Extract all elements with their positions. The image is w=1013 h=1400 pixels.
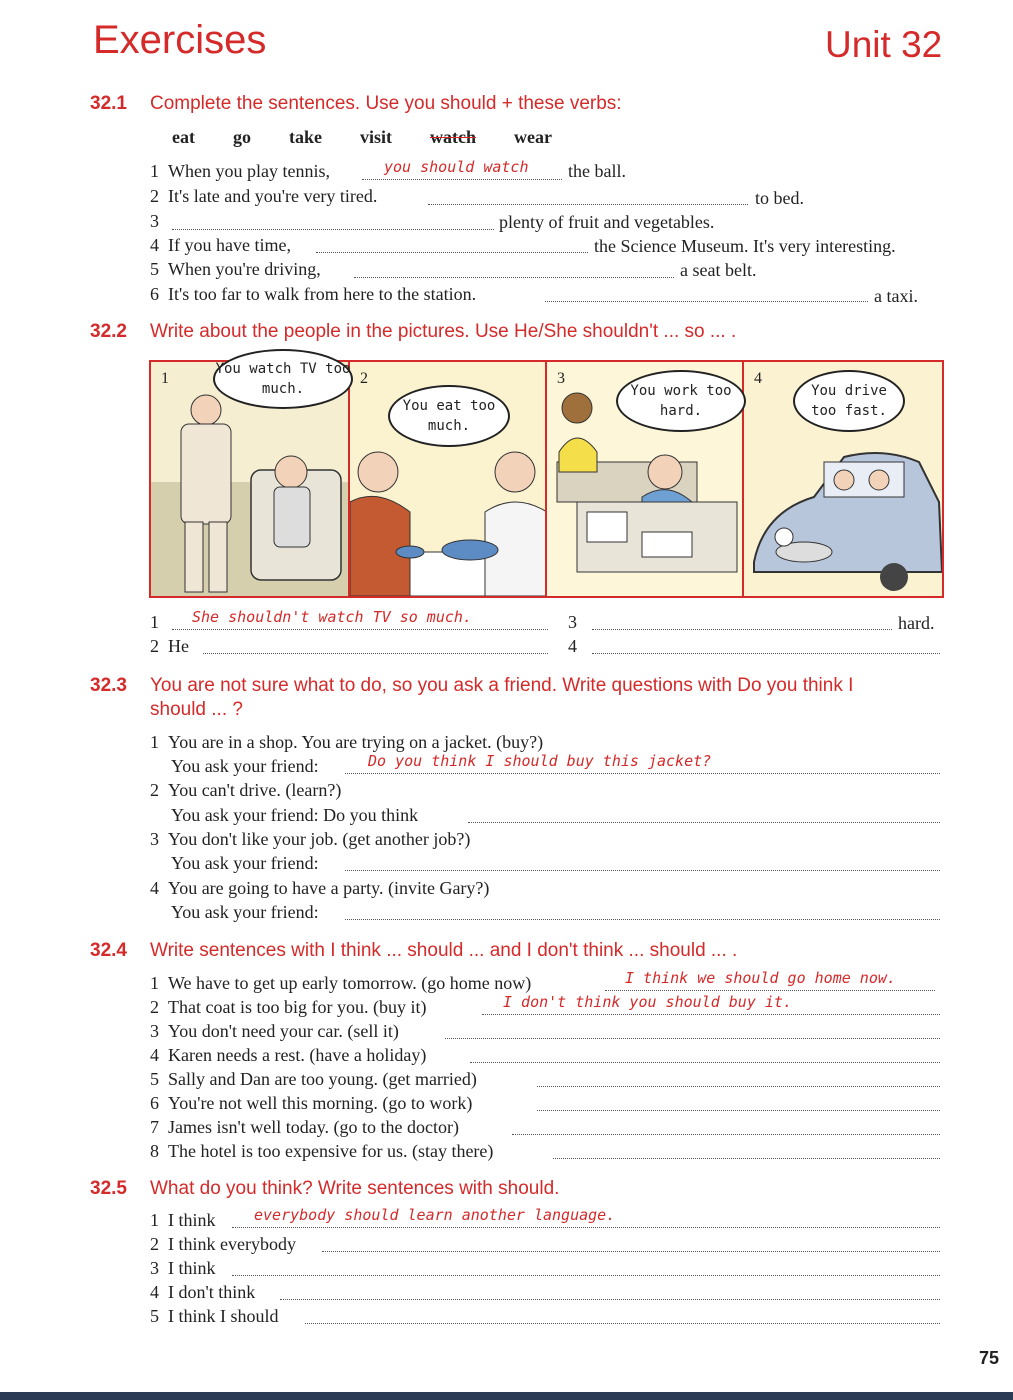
ex1-item-6-end: a taxi.	[874, 286, 918, 306]
answer-line[interactable]	[203, 653, 548, 654]
verb: visit	[359, 127, 392, 147]
answer-line[interactable]	[345, 870, 940, 871]
ex5-item-3: 3 I think	[150, 1258, 216, 1278]
answer-line[interactable]	[512, 1134, 940, 1135]
ex1-item-1: 1 When you play tennis,	[150, 161, 330, 181]
answer-line[interactable]	[232, 1227, 940, 1228]
answer-text: you should watch	[384, 158, 529, 176]
ex4-item-7: 7 James isn't well today. (go to the doctor)	[150, 1117, 460, 1137]
speech-bubble-4: You drive too fast.	[793, 370, 905, 432]
panel-number: 2	[360, 370, 368, 387]
ex2-item-3-end: hard.	[898, 613, 935, 633]
ex3-item-4-ask: You ask your friend:	[171, 902, 319, 922]
answer-line[interactable]	[592, 653, 940, 654]
ex3-item-2: 2 You can't drive. (learn?)	[150, 780, 342, 800]
verb: take	[288, 127, 322, 147]
ex3-item-2-ask: You ask your friend: Do you think	[171, 805, 419, 825]
exercise-3-instruction-cont: should ... ?	[150, 699, 243, 720]
ex4-item-5: 5 Sally and Dan are too young. (get married)	[150, 1069, 477, 1089]
answer-line[interactable]	[482, 1014, 940, 1015]
ex1-item-3-end: plenty of fruit and vegetables.	[499, 212, 715, 232]
answer-text: Do you think I should buy this jacket?	[368, 752, 712, 770]
answer-line[interactable]	[445, 1038, 940, 1039]
verb: wear	[514, 127, 552, 147]
exercise-4-instruction: Write sentences with I think ... should ... and I don't think ... should ... .	[150, 940, 738, 961]
verb-list	[172, 127, 586, 148]
answer-line[interactable]	[470, 1062, 940, 1063]
answer-line[interactable]	[345, 773, 940, 774]
speech-bubble-3: You work too hard.	[616, 370, 746, 432]
answer-line[interactable]	[362, 179, 562, 180]
ex1-item-1-end: the ball.	[568, 161, 626, 181]
answer-line[interactable]	[605, 990, 935, 991]
verb: go	[232, 127, 251, 147]
answer-line[interactable]	[468, 822, 940, 823]
panel-number: 1	[161, 370, 169, 387]
answer-line[interactable]	[592, 629, 892, 630]
ex1-item-5: 5 When you're driving,	[150, 259, 321, 279]
ex1-item-4: 4 If you have time,	[150, 235, 291, 255]
answer-line[interactable]	[537, 1086, 940, 1087]
panel-number: 3	[557, 370, 565, 387]
ex1-item-4-end: the Science Museum. It's very interesting.	[594, 236, 896, 256]
panel-number: 4	[754, 370, 762, 387]
exercise-3-instruction: You are not sure what to do, so you ask a friend. Write questions with Do you think I	[150, 675, 854, 696]
exercise-5-number: 32.5	[90, 1178, 127, 1199]
ex1-item-2-end: to bed.	[755, 188, 804, 208]
exercise-2-number: 32.2	[90, 321, 127, 342]
answer-text: everybody should learn another language.	[254, 1206, 616, 1224]
ex3-item-3: 3 You don't like your job. (get another job?)	[150, 829, 471, 849]
ex4-item-6: 6 You're not well this morning. (go to work)	[150, 1093, 473, 1113]
ex1-item-2: 2 It's late and you're very tired.	[150, 186, 378, 206]
ex2-item-2: 2 He	[150, 636, 189, 656]
exercise-1-instruction: Complete the sentences. Use you should + these verbs:	[150, 93, 622, 114]
ex4-item-3: 3 You don't need your car. (sell it)	[150, 1021, 399, 1041]
page-title: Exercises	[93, 18, 267, 62]
exercise-1-number: 32.1	[90, 93, 127, 114]
speech-bubble-2: You eat too much.	[388, 385, 510, 447]
ex4-item-8: 8 The hotel is too expensive for us. (stay there)	[150, 1141, 494, 1161]
ex2-item-3: 3	[568, 612, 577, 632]
answer-line[interactable]	[172, 229, 494, 230]
verb: eat	[172, 127, 195, 147]
unit-label: Unit 32	[825, 24, 943, 65]
answer-line[interactable]	[172, 629, 548, 630]
answer-line[interactable]	[322, 1251, 940, 1252]
exercise-5-instruction: What do you think? Write sentences with should.	[150, 1178, 560, 1199]
answer-line[interactable]	[354, 277, 674, 278]
ex2-item-1: 1	[150, 612, 159, 632]
answer-line[interactable]	[553, 1158, 940, 1159]
ex5-item-5: 5 I think I should	[150, 1306, 279, 1326]
page-number: 75	[978, 1348, 999, 1368]
ex5-item-1: 1 I think	[150, 1210, 216, 1230]
ex3-item-4: 4 You are going to have a party. (invite Gary?)	[150, 878, 490, 898]
ex4-item-4: 4 Karen needs a rest. (have a holiday)	[150, 1045, 427, 1065]
answer-line[interactable]	[316, 252, 588, 253]
ex4-item-1: 1 We have to get up early tomorrow. (go home now)	[150, 973, 532, 993]
exercise-4-number: 32.4	[90, 940, 127, 961]
answer-text: I think we should go home now.	[625, 969, 896, 987]
ex1-item-3: 3	[150, 211, 159, 231]
ex3-item-1-ask: You ask your friend:	[171, 756, 319, 776]
bottom-border	[0, 1392, 1013, 1400]
ex3-item-1: 1 You are in a shop. You are trying on a jacket. (buy?)	[150, 732, 544, 752]
ex5-item-2: 2 I think everybody	[150, 1234, 296, 1254]
exercise-3-number: 32.3	[90, 675, 127, 696]
answer-text: I don't think you should buy it.	[503, 993, 792, 1011]
speech-bubble-1: You watch TV too much.	[213, 349, 353, 409]
answer-line[interactable]	[305, 1323, 940, 1324]
answer-line[interactable]	[345, 919, 940, 920]
answer-line[interactable]	[428, 204, 748, 205]
ex4-item-2: 2 That coat is too big for you. (buy it)	[150, 997, 427, 1017]
answer-line[interactable]	[232, 1275, 940, 1276]
ex1-item-5-end: a seat belt.	[680, 260, 757, 280]
ex1-item-6: 6 It's too far to walk from here to the station.	[150, 284, 477, 304]
answer-line[interactable]	[537, 1110, 940, 1111]
ex5-item-4: 4 I don't think	[150, 1282, 256, 1302]
ex3-item-3-ask: You ask your friend:	[171, 853, 319, 873]
answer-line[interactable]	[545, 301, 868, 302]
verb-used: watch	[430, 127, 476, 147]
exercise-2-instruction: Write about the people in the pictures. Use He/She shouldn't ... so ... .	[150, 321, 737, 342]
answer-text: She shouldn't watch TV so much.	[192, 608, 472, 626]
answer-line[interactable]	[280, 1299, 940, 1300]
ex2-item-4: 4	[568, 636, 577, 656]
